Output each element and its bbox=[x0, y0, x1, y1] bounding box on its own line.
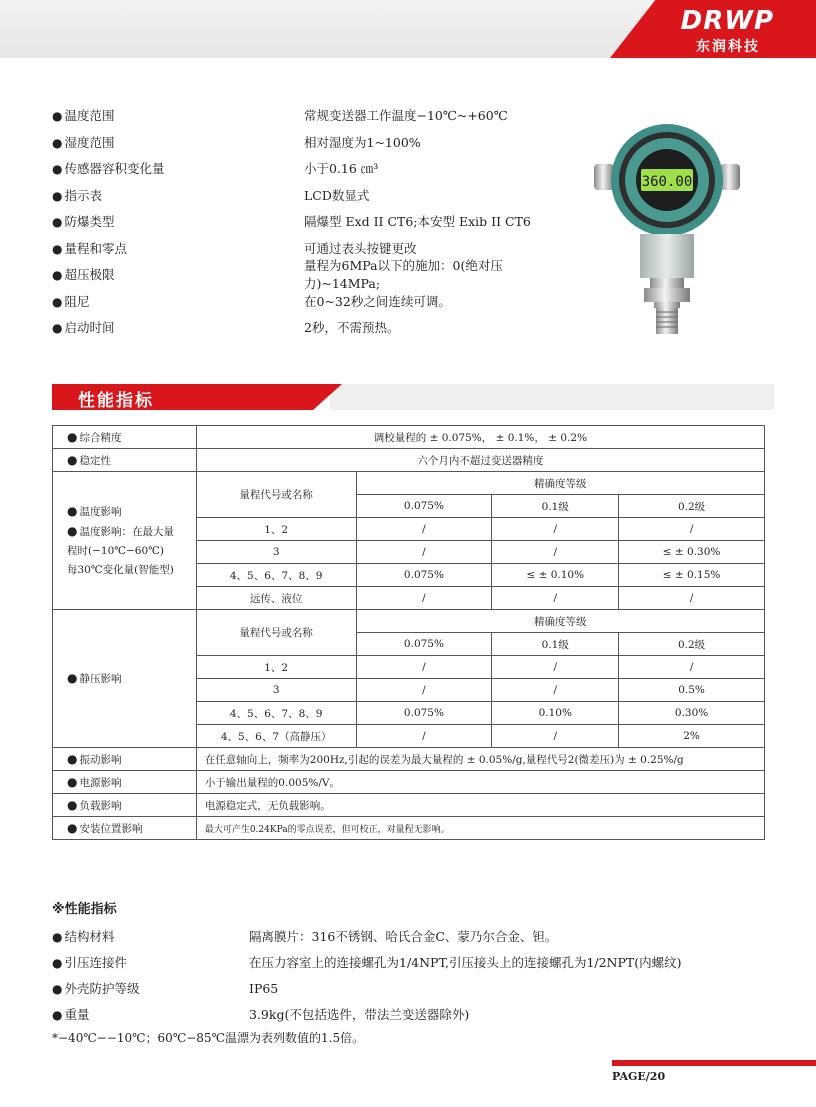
spec-value: 隔爆型 Exd II CT6;本安型 Exib II CT6 bbox=[304, 214, 531, 230]
spec-item bbox=[52, 102, 572, 129]
grade-cell: 0.1级 bbox=[492, 633, 619, 656]
table-row bbox=[53, 748, 765, 771]
spec-value: 2秒，不需预热。 bbox=[304, 320, 400, 336]
bullet-icon: ● bbox=[52, 188, 63, 203]
lcd-readout: 360.00 bbox=[641, 174, 693, 190]
row-label: ● 负载影响 bbox=[53, 794, 197, 817]
spec-label: 指示表 bbox=[64, 187, 102, 203]
bullet-icon: ● bbox=[52, 135, 63, 150]
spec-value: LCD数显式 bbox=[304, 187, 370, 203]
cell: 1、2 bbox=[196, 518, 356, 541]
cell: 1、2 bbox=[196, 656, 356, 679]
spec-item bbox=[52, 129, 572, 156]
notes-label: 结构材料 bbox=[64, 929, 115, 944]
header-cell: 精确度等级 bbox=[356, 472, 764, 495]
cell: 0.10% bbox=[492, 702, 619, 725]
spec-label: 阻尼 bbox=[64, 293, 90, 309]
row-label: ● 综合精度 bbox=[53, 426, 197, 449]
notes-label: 外壳防护等级 bbox=[64, 981, 140, 996]
spec-label: 量程和零点 bbox=[64, 240, 127, 256]
table-row bbox=[53, 449, 765, 472]
bullet-icon: ● bbox=[52, 162, 63, 177]
section-header-bg bbox=[330, 384, 774, 410]
cell: / bbox=[356, 518, 492, 541]
row-value: 调校量程的 ± 0.075%， ± 0.1%， ± 0.2% bbox=[196, 426, 764, 449]
cell: / bbox=[492, 541, 619, 564]
header-cell: 量程代号或名称 bbox=[196, 472, 356, 518]
section-title: 性能指标 bbox=[78, 391, 154, 411]
cell: 4、5、6、7、8、9 bbox=[196, 702, 356, 725]
notes-label: 重量 bbox=[64, 1007, 90, 1022]
table-row bbox=[53, 817, 765, 840]
cell: / bbox=[492, 725, 619, 748]
brand-name: 东润科技 bbox=[696, 39, 760, 55]
spec-label: 温度范围 bbox=[64, 108, 115, 124]
cell: / bbox=[492, 587, 619, 610]
row-value: 小于输出量程的0.005%/V。 bbox=[196, 771, 764, 794]
table-row bbox=[53, 472, 765, 495]
grade-cell: 0.075% bbox=[356, 495, 492, 518]
spec-list bbox=[52, 102, 572, 341]
spec-item bbox=[52, 208, 572, 235]
cell: / bbox=[619, 587, 765, 610]
grade-cell: 0.075% bbox=[356, 633, 492, 656]
notes-item: ● 重量 3.9kg(不包括选件，带法兰变送器除外) bbox=[52, 1007, 470, 1022]
spec-value: 相对湿度为1~100% bbox=[304, 134, 421, 150]
cell: / bbox=[619, 656, 765, 679]
grade-cell: 0.2级 bbox=[619, 633, 765, 656]
spec-item bbox=[52, 155, 572, 182]
cell: 远传、液位 bbox=[196, 587, 356, 610]
notes-item: ● 引压连接件 在压力容室上的连接螺孔为1/4NPT,引压接头上的连接螺孔为1/2NPT(内螺纹) bbox=[52, 955, 682, 970]
cell: ≤ ± 0.10% bbox=[492, 564, 619, 587]
footnote: *−40℃−−10℃；60℃−85℃温漂为表列数值的1.5倍。 bbox=[52, 1031, 365, 1045]
row-value: 六个月内不超过变送器精度 bbox=[196, 449, 764, 472]
transmitter-image bbox=[592, 122, 742, 337]
cell: 0.075% bbox=[356, 702, 492, 725]
table-row bbox=[53, 794, 765, 817]
bullet-icon: ● bbox=[52, 321, 63, 336]
temp-label: ● 温度影响 ● 温度影响：在最大量 程时(−10℃−60℃) 每30℃变化量(智能型) bbox=[53, 472, 197, 610]
header-cell: 精确度等级 bbox=[356, 610, 764, 633]
static-label: ● 静压影响 bbox=[53, 610, 197, 748]
row-label: ● 稳定性 bbox=[53, 449, 197, 472]
grade-cell: 0.1级 bbox=[492, 495, 619, 518]
bullet-icon: ● bbox=[52, 215, 63, 230]
spec-label: 传感器容积变化量 bbox=[64, 161, 165, 177]
cell: ≤ ± 0.15% bbox=[619, 564, 765, 587]
grade-cell: 0.2级 bbox=[619, 495, 765, 518]
cell: / bbox=[492, 679, 619, 702]
cell: / bbox=[356, 541, 492, 564]
row-label: ● 电源影响 bbox=[53, 771, 197, 794]
spec-value: 常规变送器工作温度−10℃~+60℃ bbox=[304, 108, 508, 124]
header-cell: 量程代号或名称 bbox=[196, 610, 356, 656]
row-label: ● 安装位置影响 bbox=[53, 817, 197, 840]
cell: 2% bbox=[619, 725, 765, 748]
notes-value: IP65 bbox=[249, 980, 279, 996]
cell: ≤ ± 0.30% bbox=[619, 541, 765, 564]
cell: / bbox=[356, 587, 492, 610]
table-row bbox=[53, 610, 765, 633]
spec-item bbox=[52, 258, 572, 292]
spec-value: 量程为6MPa以下的施加：0(绝对压力)~14MPa; bbox=[304, 258, 503, 292]
notes-section bbox=[52, 897, 772, 1049]
brand-logo: DRWP bbox=[680, 6, 774, 36]
notes-value: 在压力容室上的连接螺孔为1/4NPT,引压接头上的连接螺孔为1/2NPT(内螺纹) bbox=[249, 955, 682, 970]
cell: / bbox=[356, 656, 492, 679]
page-number: PAGE/20 bbox=[612, 1070, 666, 1083]
spec-item bbox=[52, 182, 572, 209]
cell: / bbox=[356, 725, 492, 748]
notes-label: 引压连接件 bbox=[64, 955, 127, 970]
cell: / bbox=[492, 518, 619, 541]
cell: 0.075% bbox=[356, 564, 492, 587]
cell: 3 bbox=[196, 541, 356, 564]
cell: / bbox=[356, 679, 492, 702]
cell: 3 bbox=[196, 679, 356, 702]
spec-value: 可通过表头按键更改 bbox=[304, 240, 417, 256]
spec-value: 小于0.16 ㎝³ bbox=[304, 161, 379, 177]
performance-table bbox=[52, 425, 765, 840]
cell: 4、5、6、7（高静压） bbox=[196, 725, 356, 748]
spec-label: 防爆类型 bbox=[64, 214, 115, 230]
bullet-icon: ● bbox=[52, 241, 63, 256]
bullet-icon: ● bbox=[52, 268, 63, 283]
cell: / bbox=[492, 656, 619, 679]
notes-value: 3.9kg(不包括选件，带法兰变送器除外) bbox=[249, 1007, 470, 1022]
spec-label: 启动时间 bbox=[64, 320, 115, 336]
row-value: 电源稳定式，无负载影响。 bbox=[196, 794, 764, 817]
row-label: ● 振动影响 bbox=[53, 748, 197, 771]
notes-value: 隔离膜片：316不锈钢、哈氏合金C、蒙乃尔合金、钽。 bbox=[249, 929, 558, 944]
row-value: 在任意轴向上，频率为200Hz,引起的误差为最大量程的 ± 0.05%/g,量程代号2(微差压)为 ± 0.25%/g bbox=[196, 748, 764, 771]
bullet-icon: ● bbox=[52, 109, 63, 124]
cell: 4、5、6、7、8、9 bbox=[196, 564, 356, 587]
cell: 0.30% bbox=[619, 702, 765, 725]
bullet-icon: ● bbox=[52, 294, 63, 309]
spec-item bbox=[52, 288, 572, 315]
footer-accent-bar bbox=[612, 1060, 816, 1066]
spec-label: 湿度范围 bbox=[64, 134, 115, 150]
spec-value: 在0~32秒之间连续可调。 bbox=[304, 293, 451, 309]
cell: 0.5% bbox=[619, 679, 765, 702]
notes-item: ● 结构材料 隔离膜片：316不锈钢、哈氏合金C、蒙乃尔合金、钽。 bbox=[52, 929, 558, 944]
table-row bbox=[53, 771, 765, 794]
row-value: 最大可产生0.24KPa的零点误差，但可校正，对量程无影响。 bbox=[196, 817, 764, 840]
table-row bbox=[53, 426, 765, 449]
spec-label: 超压极限 bbox=[64, 267, 115, 283]
notes-item: ● 外壳防护等级 IP65 bbox=[52, 980, 279, 996]
notes-title: ※性能指标 bbox=[52, 902, 117, 917]
cell: / bbox=[619, 518, 765, 541]
spec-item bbox=[52, 314, 572, 341]
